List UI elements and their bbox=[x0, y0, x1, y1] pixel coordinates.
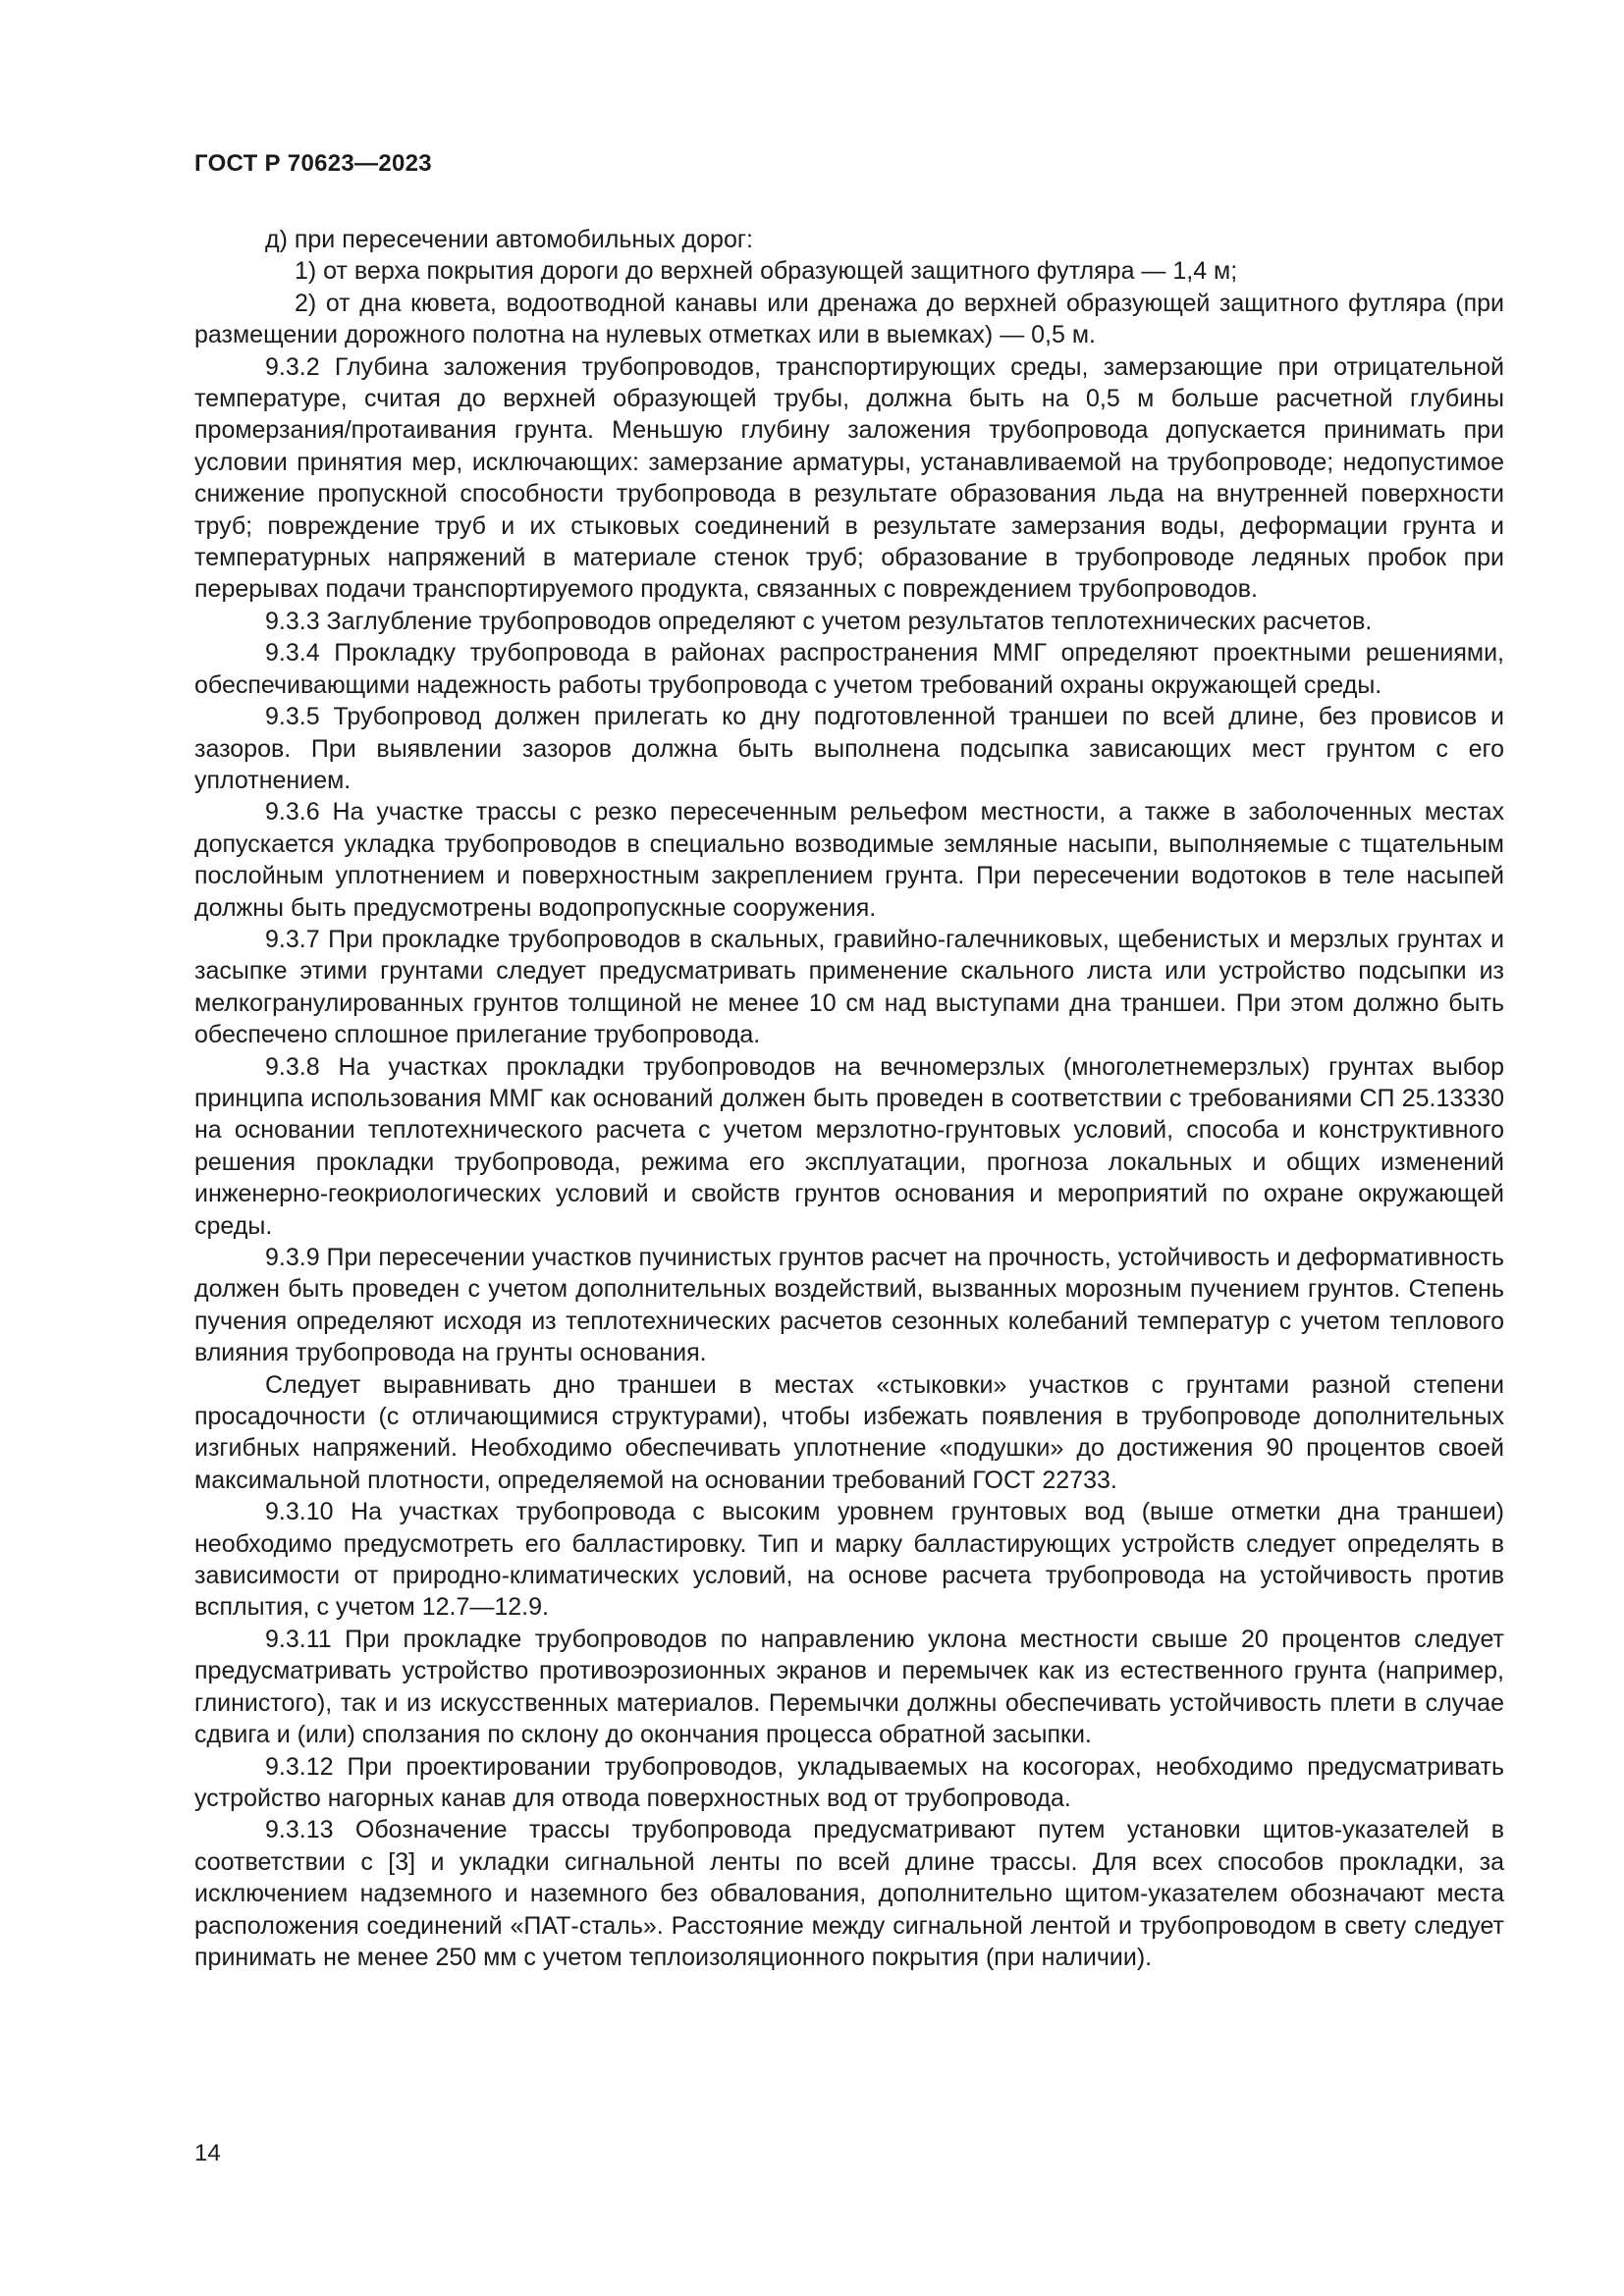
clause-9-3-11: 9.3.11 При прокладке трубопроводов по направлению уклона местности свыше 20 процентов следует предусматривать устройство противоэрозионных экранов и перемычек как из естественного грунта (например, глинистого), так и из искусственных материалов. Перемычки должны обеспечивать устойчивость плети в случае сдвига и (или) сползания по склону до окончания процесса обратной засыпки. bbox=[194, 1625, 1504, 1749]
clause-9-3-6: 9.3.6 На участке трассы с резко пересеченным рельефом местности, а также в заболоченных местах допускается укладка трубопроводов в специально возводимые земляные насыпи, выполняемые с тщательным послойным уплотнением и поверхностным закреплением грунта. При пересечении водотоков в теле насыпей должны быть предусмотрены водопропускные сооружения. bbox=[194, 798, 1504, 922]
list-item-d: д) при пересечении автомобильных дорог: bbox=[265, 226, 753, 253]
clause-9-3-7: 9.3.7 При прокладке трубопроводов в скальных, гравийно-галечниковых, щебенистых и мерзлых грунтах и засыпке этими грунтами следует предусматривать применение скального листа или устройство подсыпки из мелкогранулированных грунтов толщиной не менее 10 см над выступами дна траншеи. При этом должно быть обеспечено сплошное прилегание трубопровода. bbox=[194, 925, 1504, 1049]
document-header: ГОСТ Р 70623—2023 bbox=[194, 150, 432, 177]
clause-9-3-9-continuation: Следует выравнивать дно траншеи в местах «стыковки» участков с грунтами разной степени просадочности (с отличающимися структурами), чтобы избежать появления в трубопроводе дополнительных изгибных напряжений. Необходимо обеспечивать уплотнение «подушки» до достижения 90 процентов своей максимальной плотности, определяемой на основании требований ГОСТ 22733. bbox=[194, 1370, 1504, 1494]
clause-9-3-12: 9.3.12 При проектировании трубопроводов, укладываемых на косогорах, необходимо предусматривать устройство нагорных канав для отвода поверхностных вод от трубопровода. bbox=[194, 1752, 1504, 1812]
clause-9-3-2: 9.3.2 Глубина заложения трубопроводов, транспортирующих среды, замерзающие при отрицательной температуре, считая до верхней образующей трубы, должна быть на 0,5 м больше расчетной глубины промерзания/протаивания грунта. Меньшую глубину заложения трубопровода допускается принимать при условии принятия мер, исключающих: замерзание арматуры, устанавливаемой на трубопроводе; недопустимое снижение пропускной способности трубопровода в результате образования льда на внутренней поверхности труб; повреждение труб и их стыковых соединений в результате замерзания воды, деформации грунта и температурных напряжений в материале стенок труб; образование в трубопроводе ледяных пробок при перерывах подачи транспортируемого продукта, связанных с повреждением трубопроводов. bbox=[194, 352, 1504, 604]
document-body bbox=[194, 224, 1504, 1973]
clause-9-3-9: 9.3.9 При пересечении участков пучинистых грунтов расчет на прочность, устойчивость и деформативность должен быть проведен с учетом дополнительных воздействий, вызванных морозным пучением грунтов. Степень пучения определяют исходя из теплотехнических расчетов сезонных колебаний температур с учетом теплового влияния трубопровода на грунты основания. bbox=[194, 1244, 1504, 1367]
clause-9-3-5: 9.3.5 Трубопровод должен прилегать ко дну подготовленной траншеи по всей длине, без провисов и зазоров. При выявлении зазоров должна быть выполнена подсыпка зависающих мест грунтом с его уплотнением. bbox=[194, 703, 1504, 794]
list-item-d-2: 2) от дна кювета, водоотводной канавы или дренажа до верхней образующей защитного футляра (при размещении дорожного полотна на нулевых отметках или в выемках) — 0,5 м. bbox=[194, 289, 1504, 349]
list-item-d-1: 1) от верха покрытия дороги до верхней образующей защитного футляра — 1,4 м; bbox=[295, 257, 1238, 286]
clause-9-3-13: 9.3.13 Обозначение трассы трубопровода предусматривают путем установки щитов-указателей в соответствии с [3] и укладки сигнальной ленты по всей длине трассы. Для всех способов прокладки, за исключением надземного и наземного без обвалования, дополнительно щитом-указателем обозначают места расположения соединений «ПАТ-сталь». Расстояние между сигнальной лентой и трубопроводом в свету следует принимать не менее 250 мм с учетом теплоизоляционного покрытия (при наличии). bbox=[194, 1816, 1504, 1971]
clause-9-3-3: 9.3.3 Заглубление трубопроводов определяют с учетом результатов теплотехнических расчетов. bbox=[265, 607, 1373, 635]
clause-9-3-4: 9.3.4 Прокладку трубопровода в районах распространения ММГ определяют проектными решениями, обеспечивающими надежность работы трубопровода с учетом требований охраны окружающей среды. bbox=[194, 639, 1504, 699]
clause-9-3-8: 9.3.8 На участках прокладки трубопроводов на вечномерзлых (многолетнемерзлых) грунтах выбор принципа использования ММГ как оснований должен быть проведен в соответствии с требованиями СП 25.13330 на основании теплотехнического расчета с учетом мерзлотно-грунтовых условий, способа и конструктивного решения прокладки трубопровода, режима его эксплуатации, прогноза локальных и общих изменений инженерно-геокриологических условий и свойств грунтов основания и мероприятий по охране окружающей среды. bbox=[194, 1052, 1504, 1240]
clause-9-3-10: 9.3.10 На участках трубопровода с высоким уровнем грунтовых вод (выше отметки дна траншеи) необходимо предусмотреть его балластировку. Тип и марку балластирующих устройств следует определять в зависимости от природно-климатических условий, на основе расчета трубопровода на устойчивость против всплытия, с учетом 12.7—12.9. bbox=[194, 1498, 1504, 1622]
page-number: 14 bbox=[194, 2140, 221, 2166]
